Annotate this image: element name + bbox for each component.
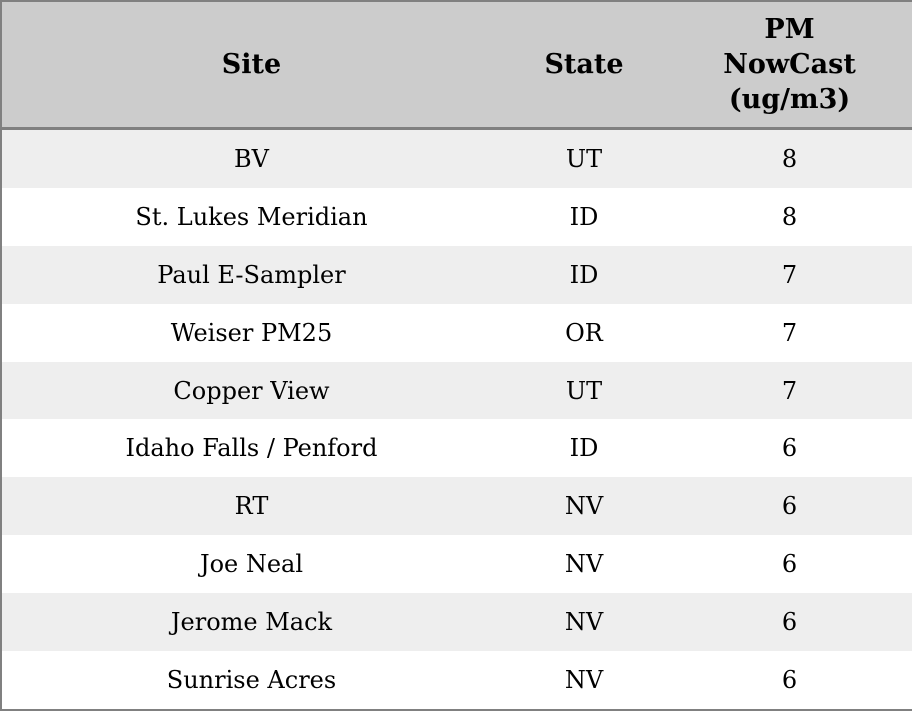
column-header-site-label: Site [221, 48, 282, 80]
table-row [1, 419, 912, 477]
table-row [1, 304, 912, 362]
pm-nowcast-cell: 6 [781, 666, 798, 695]
state-cell: UT [565, 144, 603, 173]
column-header-pm-nowcast-label: PM NowCast (ug/m3) [723, 13, 856, 116]
pm-nowcast-cell: 6 [781, 434, 798, 463]
table-row [1, 651, 912, 710]
table-row [1, 188, 912, 246]
pm-nowcast-cell: 8 [781, 202, 798, 231]
pm-nowcast-cell: 6 [781, 608, 798, 637]
state-cell: NV [564, 492, 604, 521]
table-header [1, 1, 912, 129]
header-row [1, 1, 912, 129]
table-row [1, 246, 912, 304]
state-cell: NV [564, 550, 604, 579]
pm-nowcast-cell: 6 [781, 550, 798, 579]
state-cell: UT [565, 376, 603, 405]
column-header-pm-nowcast [667, 1, 912, 129]
pm-nowcast-cell: 7 [781, 376, 798, 405]
column-header-site [1, 1, 501, 129]
state-cell: ID [569, 260, 599, 289]
site-cell: Weiser PM25 [170, 318, 333, 347]
pm-nowcast-cell: 7 [781, 260, 798, 289]
site-cell: RT [234, 492, 269, 521]
column-header-state [501, 1, 667, 129]
pm-nowcast-cell: 8 [781, 144, 798, 173]
state-cell: ID [569, 434, 599, 463]
site-cell: St. Lukes Meridian [135, 202, 368, 231]
table-row [1, 593, 912, 651]
table-row [1, 477, 912, 535]
state-cell: OR [565, 318, 603, 347]
site-cell: Sunrise Acres [166, 666, 337, 695]
column-header-state-label: State [544, 48, 624, 80]
pm-nowcast-cell: 6 [781, 492, 798, 521]
site-cell: Joe Neal [199, 550, 304, 579]
table-row [1, 362, 912, 420]
site-cell: Jerome Mack [170, 608, 333, 637]
state-cell: NV [564, 608, 604, 637]
pm-nowcast-cell: 7 [781, 318, 798, 347]
site-cell: Copper View [173, 376, 330, 405]
table-body [1, 129, 912, 711]
site-cell: Idaho Falls / Penford [125, 434, 378, 463]
table-row [1, 129, 912, 188]
site-cell: Paul E-Sampler [157, 260, 346, 289]
site-cell: BV [234, 144, 269, 173]
table-row [1, 535, 912, 593]
state-cell: NV [564, 666, 604, 695]
state-cell: ID [569, 202, 599, 231]
